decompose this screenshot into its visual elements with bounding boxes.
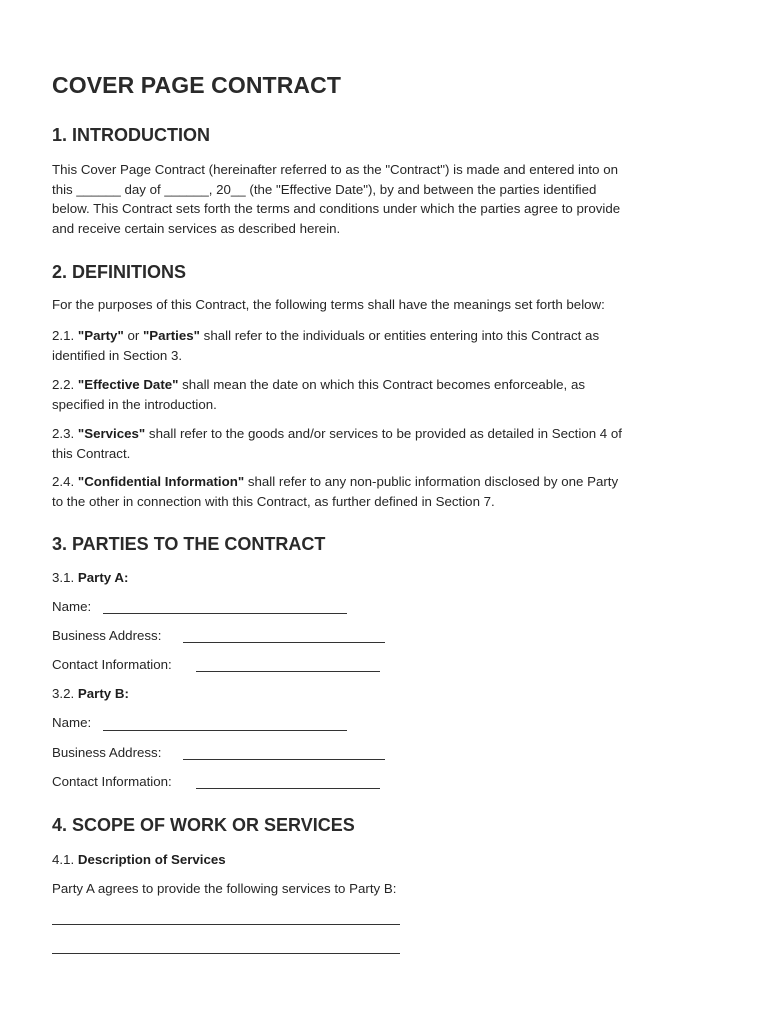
introduction-line: this ______ day of ______, 20__ (the "Effective Date"), by and between the parties identified [52,181,597,197]
definition-number: 2.4. [52,474,75,489]
scope-sub-label: Description of Services [77,852,226,867]
party-a-name-blank[interactable] [103,613,347,614]
party-b-heading [52,686,129,701]
party-b-name-label: Name: [52,715,92,730]
definition-number: 2.1. [52,328,75,343]
definition-item-services [52,424,622,463]
definition-term: "Effective Date" [77,377,179,392]
definition-text: shall refer to any non-public information disclosed by one Party [247,474,619,489]
party-b-address-blank[interactable] [183,759,385,760]
definition-text: shall refer to the goods and/or services to be provided as detailed in Section 4 of [148,426,622,441]
party-b-address-label: Business Address: [52,745,162,760]
definition-term: "Confidential Information" [77,474,245,489]
party-a-contact-label: Contact Information: [52,657,172,672]
party-a-name-label: Name: [52,599,92,614]
definition-joiner: or [127,328,140,343]
definitions-lead: For the purposes of this Contract, the following terms shall have the meanings set forth below: [52,297,605,312]
introduction-line: and receive certain services as described herein. [52,221,341,237]
party-b-number: 3.2. [52,686,75,701]
scope-sub-number: 4.1. [52,852,75,867]
services-blank-line[interactable] [52,953,400,954]
party-a-number: 3.1. [52,570,75,585]
party-b-name-blank[interactable] [103,730,347,731]
scope-subheading [52,852,226,867]
introduction-line: This Cover Page Contract (hereinafter referred to as the "Contract") is made and entered into on [52,162,618,177]
document-title: COVER PAGE CONTRACT [52,72,341,98]
party-a-address-label: Business Address: [52,628,162,643]
party-a-heading [52,570,128,585]
party-b-label: Party B: [77,686,129,701]
party-a-address-blank[interactable] [183,642,385,643]
definition-continuation: to the other in connection with this Contract, as further defined in Section 7. [52,493,495,509]
definition-continuation: identified in Section 3. [52,347,183,363]
definition-term: "Party" [77,328,124,343]
definition-text: shall refer to the individuals or entities entering into this Contract as [203,328,600,343]
definition-text: shall mean the date on which this Contract becomes enforceable, as [182,377,585,392]
introduction-line: below. This Contract sets forth the terms and conditions under which the parties agree to provide [52,201,621,217]
definition-item-party [52,326,599,365]
definition-number: 2.2. [52,377,75,392]
section-parties-heading: 3. PARTIES TO THE CONTRACT [52,534,326,554]
definition-continuation: specified in the introduction. [52,396,217,412]
party-b-contact-blank[interactable] [196,788,380,789]
party-a-label: Party A: [77,570,129,585]
introduction-paragraph [52,160,620,239]
definition-term-2: "Parties" [143,328,200,343]
party-a-contact-blank[interactable] [196,671,380,672]
section-scope-heading: 4. SCOPE OF WORK OR SERVICES [52,815,355,835]
section-introduction-heading: 1. INTRODUCTION [52,125,211,145]
scope-lead: Party A agrees to provide the following services to Party B: [52,881,397,896]
definition-number: 2.3. [52,426,75,441]
definition-continuation: this Contract. [52,445,131,461]
definition-item-effective-date [52,375,585,414]
definition-term: "Services" [77,426,146,441]
party-b-contact-label: Contact Information: [52,774,172,789]
services-blank-line[interactable] [52,924,400,925]
definition-item-confidential-information [52,472,618,511]
section-definitions-heading: 2. DEFINITIONS [52,262,187,282]
